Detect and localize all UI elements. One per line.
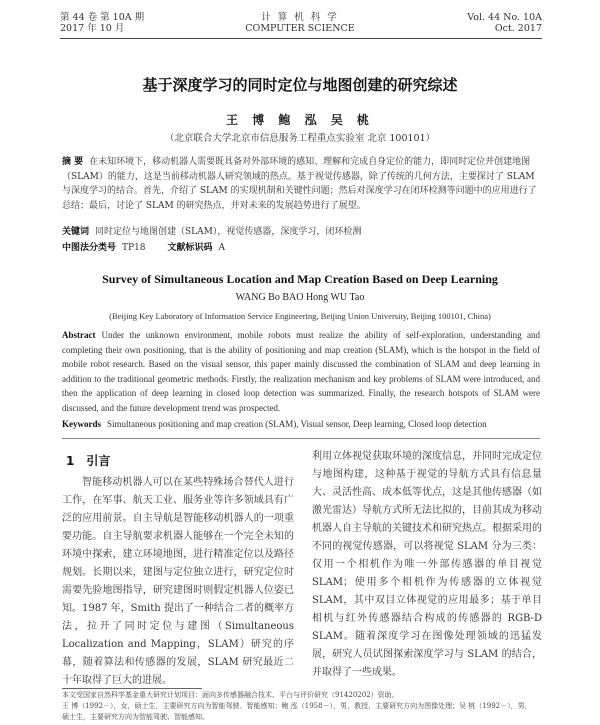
clc-label: 中图法分类号 [62,243,117,253]
journal-name-en: COMPUTER SCIENCE [245,23,355,34]
authors-en: WANG Bo BAO Hong WU Tao [235,292,365,303]
authors-cn: 王 博 鲍 泓 吴 桃 [226,113,374,127]
abstract-divider [62,438,540,439]
journal-date-cn: 2017 年 10 月 [60,23,125,34]
footnote-authors-cont: 硕士生，主要研究方向为智能驾驶、智能感知。 [62,713,209,721]
volume-en: Vol. 44 No. 10A [467,12,542,23]
journal-name-cn: 计 算 机 科 学 [261,12,339,23]
clc-value: TP18 [122,243,146,253]
abstract-cn [62,155,540,213]
header-rule [60,38,542,39]
title-en: Survey of Simultaneous Location and Map Creation Based on Deep Learning [102,272,498,286]
footnote-authors: 王 博（1992－），女，硕士生，主要研究方向为智能驾驶、智能感知；鲍 泓（1958－），男，教授，主要研究方向为图像处理；吴 桃（1992－），男， [62,702,532,710]
section-number: 1 [66,454,75,468]
journal-volume-en [467,12,542,34]
footnote-funding: 本文受国家自然科学基金重大研究计划项目：面向多传感器融合技术、平台与评价研究（91420202）资助。 [62,691,399,699]
abstract-text-cn: 在未知环境下，移动机器人需要既具备对外部环境的感知、理解和完成自身定位的能力，即同时定位并创建地图（SLAM）的能力，这是当前移动机器人研究领域的热点。基于视觉传感器，除了传统的几何方法，主要探讨了 SLAM 与深度学习的结合。首先，介绍了 SLAM 的实现机制和关键性问题；然后对深度学习在闭环检测等问题中的应用进行了总结；最后，讨论了 SLAM 的研究热点，并对未来的发展趋势进行了展望。 [62,157,537,211]
abstract-label-cn: 摘 要 [62,157,84,167]
keywords-cn [62,224,361,237]
keywords-en [62,419,542,429]
affiliation-en: (Beijing Key Laboratory of Information Service Engineering, Beijing Union University, Beijing 100101, China) [109,311,491,321]
doc-code-value: A [218,243,226,253]
keywords-label-en: Keywords [62,419,101,429]
title-cn: 基于深度学习的同时定位与地图创建的研究综述 [142,76,458,94]
abstract-text-en: Under the unknown environment, mobile robots must realize the ability of self-exploration, understanding and completing their own positioning, that is the ability of positioning and map creation (SLAM), which is the hotspot in the field of mobile robot research. Based on the visual sensor, this paper mainly discussed the combination of SLAM and deep learning in addition to the traditional geometric methods. Firstly, the realization mechanism and key problems of SLAM were introduced, and then the application of deep learning in closed loop detection was summarized. Finally, the research hotspots of SLAM were discussed, and the future development trend was prospected. [62,330,540,413]
abstract-label-en: Abstract [62,330,96,340]
keywords-text-en: Simultaneous positioning and map creation (SLAM), Visual sensor, Deep learning, Closed loop detection [107,419,487,429]
doc-code-label: 文献标识码 [167,243,213,253]
abstract-en [62,328,540,416]
date-en: Oct. 2017 [494,23,542,34]
keywords-label-cn: 关键词 [62,227,90,237]
body-column-left: 智能移动机器人可以在某些特殊场合替代人进行工作，在军事、航天工业、服务业等许多领域具有广泛的应用前景。自主导航是智能移动机器人的一项重要功能。自主导航要求机器人能够在一个完全未知的环境中探索，建立环境地图，进行精准定位以及路径规划。长期以来，建图与定位独立进行，研究定位时需要先验地图指导，研究建图时则假定机器人位姿已知。1987 年，Smith 提出了一种结合二者的概率方法，拉开了同时定位与建图（Simultaneous Localization and Mapping，SLAM）研究的序幕，随着算法和传感器的发展，SLAM 研究最近二十年取得了巨大的进展。 [62,477,294,686]
keywords-text-cn: 同时定位与地图创建（SLAM），视觉传感器，深度学习，闭环检测 [95,227,362,237]
affiliation-cn: （北京联合大学北京市信息服务工程重点实验室 北京 100101） [164,133,436,144]
footnote-rule [62,688,202,689]
section-heading [66,452,110,469]
classification-line [62,240,225,253]
journal-volume: 第 44 卷 第 10A 期 [60,12,145,23]
body-column-right: 利用立体视觉获取环境的深度信息，并同时完成定位与地图构建，这种基于视觉的导航方式具有信息量大、灵活性高、成本低等优点，这是其他传感器（如激光雷达）导航方式所无法比拟的，目前其成为移动机器人自主导航的关键技术和研究热点。根据采用的不同的视觉传感器，可以将视觉 SLAM 分为三类：仅用一个相机作为唯一外部传感器的单目视觉 SLAM；使用多个相机作为传感器的立体视觉 SLAM，其中双目立体视觉的应用最多；基于单目相机与红外传感器结合构成的传感器的 RGB-D SLAM。随着深度学习在图像处理领域的迅猛发展，研究人员试图探索深度学习与 SLAM 的结合，并取得了一些成果。 [312,451,542,678]
section-title: 引言 [86,454,111,468]
